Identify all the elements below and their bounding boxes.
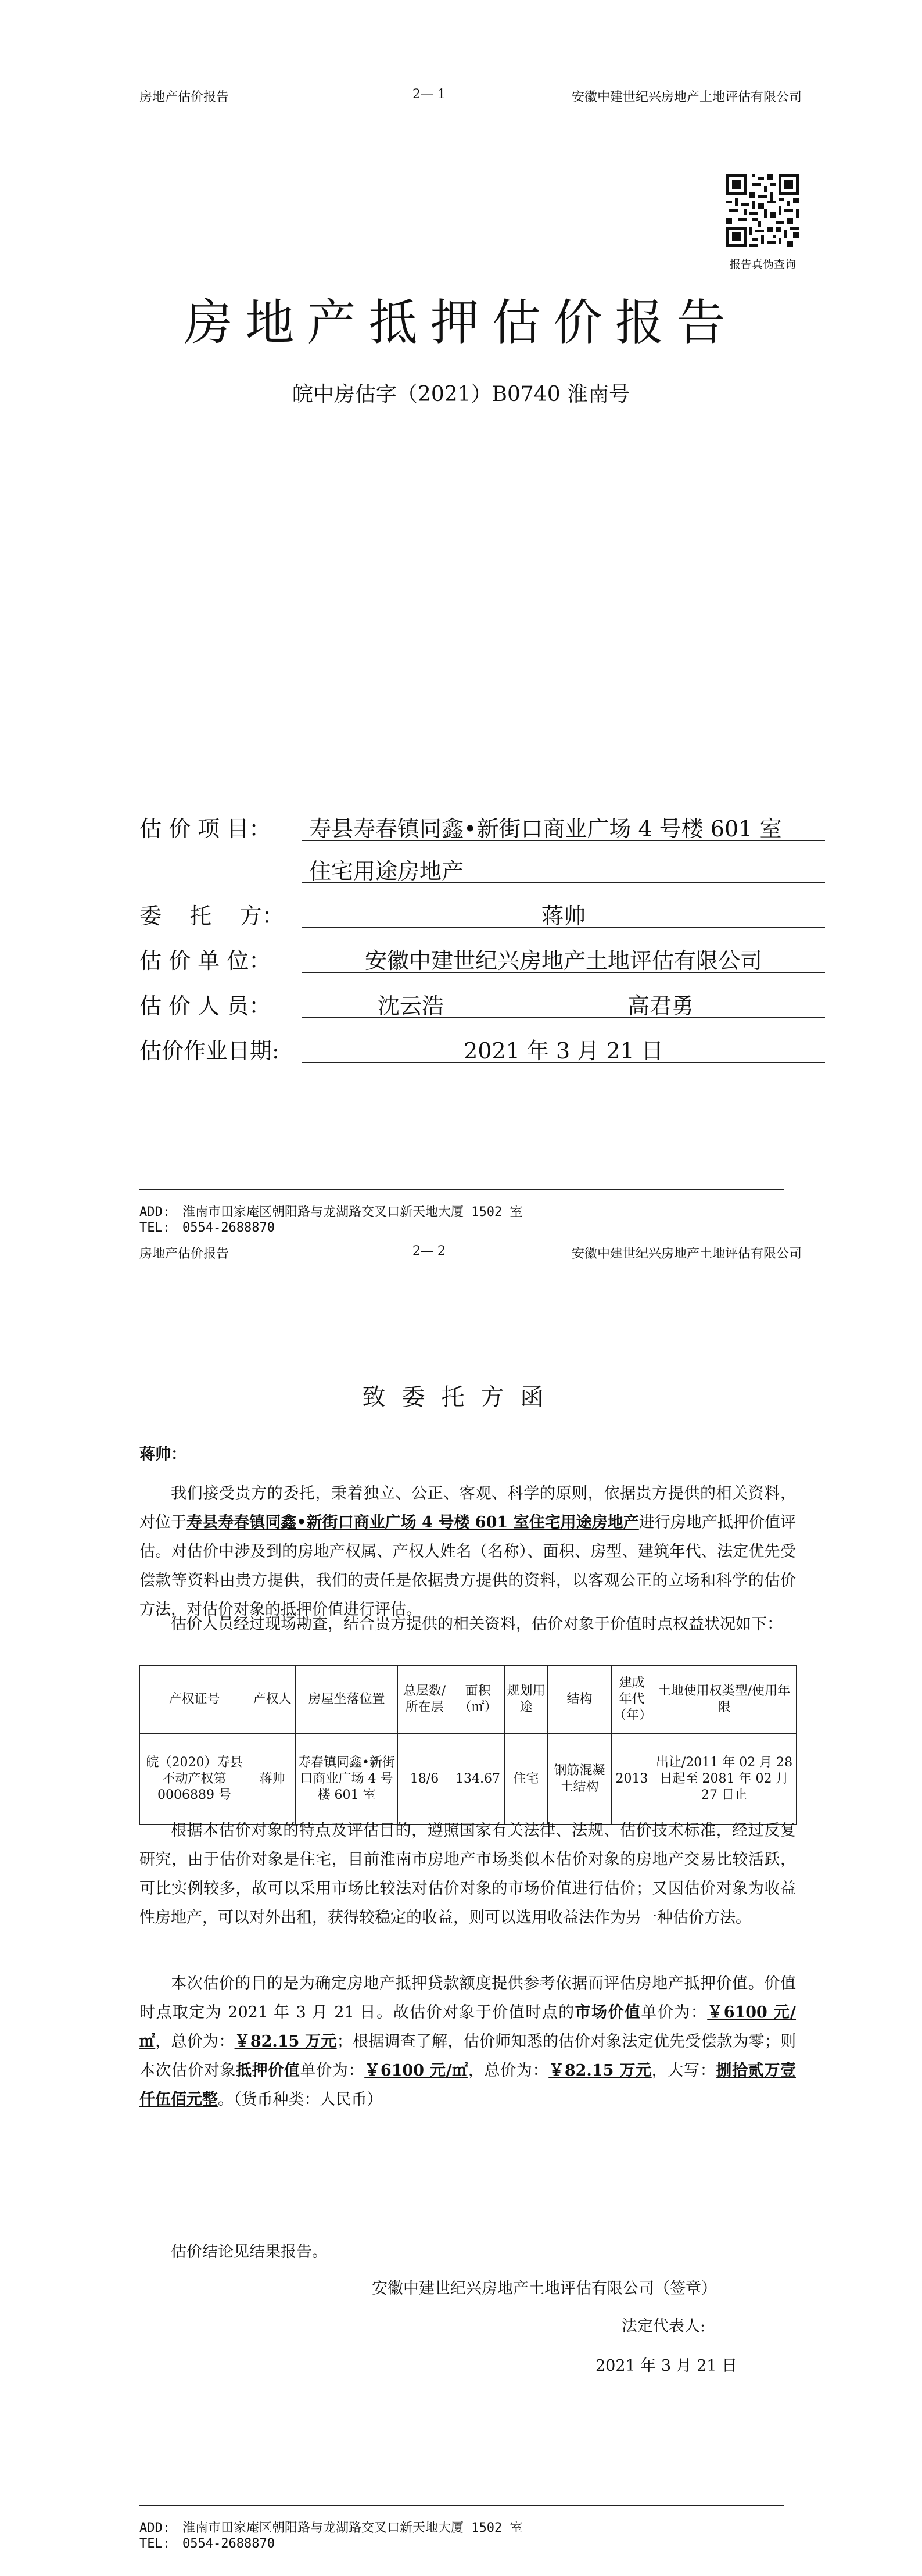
footer-address: ADD: 淮南市田家庵区朝阳路与龙湖路交叉口新天地大厦 1502 室 bbox=[139, 1205, 523, 1219]
paragraph-2: 估价人员经过现场勘查，结合贵方提供的相关资料，估价对象于价值时点权益状况如下： bbox=[171, 1615, 783, 1633]
header-page-number: 2— 2 bbox=[412, 1244, 446, 1258]
table-cell: 蒋帅 bbox=[249, 1734, 296, 1825]
header-company: 安徽中建世纪兴房地产土地评估有限公司 bbox=[571, 1247, 802, 1261]
persons-value bbox=[302, 988, 825, 1018]
appraiser-org-label: 估 价 单 位： bbox=[139, 948, 271, 974]
table-cell: 寿春镇同鑫•新街口商业广场 4 号楼 601 室 bbox=[296, 1734, 398, 1825]
footer-tel: TEL: 0554-2688870 bbox=[139, 2536, 275, 2551]
market-unit-price: ￥6100 元/㎡ bbox=[139, 2003, 797, 2051]
project-value-line1: 寿县寿春镇同鑫•新街口商业广场 4 号楼 601 室 bbox=[302, 811, 825, 841]
report-title: 房地产抵押估价报告 bbox=[184, 294, 738, 351]
table-cell: 18/6 bbox=[398, 1734, 451, 1825]
property-location: 寿县寿春镇同鑫•新街口商业广场 4 号楼 601 室住宅用途房地产 bbox=[186, 1514, 639, 1532]
column-header: 结构 bbox=[548, 1666, 612, 1734]
table-cell: 住宅 bbox=[505, 1734, 548, 1825]
table-header-row bbox=[140, 1666, 797, 1734]
date-label: 估价作业日期: bbox=[139, 1038, 279, 1064]
qr-code[interactable] bbox=[726, 174, 799, 247]
company-signature: 安徽中建世纪兴房地产土地评估有限公司（签章） bbox=[372, 2280, 717, 2298]
header-doc-type: 房地产估价报告 bbox=[139, 90, 229, 105]
property-rights-table bbox=[139, 1665, 797, 1825]
amount-in-words: 捌拾贰万壹仟伍佰元整 bbox=[139, 2062, 796, 2109]
column-header: 产权人 bbox=[249, 1666, 296, 1734]
paragraph-3: 根据本估价对象的特点及评估目的，遵照国家有关法律、法规、估价技术标准，经过反复研究，由于估价对象是住宅，目前淮南市房地产市场类似本估价对象的房地产交易比较活跃，可比实例较多，故可以采用市场比较法对估价对象的市场价值进行估价；又因估价对象为收益性房地产，可以对外出租，获得较稳定的收益，则可以选用收益法作为另一种估价方法。 bbox=[139, 1822, 796, 1927]
footer-tel: TEL: 0554-2688870 bbox=[139, 1221, 275, 1235]
column-header: 建成年代（年） bbox=[612, 1666, 652, 1734]
paragraph-5: 估价结论见结果报告。 bbox=[171, 2243, 328, 2261]
header-doc-type: 房地产估价报告 bbox=[139, 1247, 229, 1261]
column-header: 总层数/所在层 bbox=[398, 1666, 451, 1734]
table-cell: 134.67 bbox=[451, 1734, 505, 1825]
footer-address: ADD: 淮南市田家庵区朝阳路与龙湖路交叉口新天地大厦 1502 室 bbox=[139, 2521, 523, 2535]
header-company: 安徽中建世纪兴房地产土地评估有限公司 bbox=[571, 90, 802, 105]
letter-date: 2021 年 3 月 21 日 bbox=[595, 2357, 738, 2375]
column-header: 土地使用权类型/使用年限 bbox=[652, 1666, 797, 1734]
appraiser-org-value: 安徽中建世纪兴房地产土地评估有限公司 bbox=[302, 943, 825, 973]
letter-title: 致委托方函 bbox=[362, 1384, 560, 1411]
table-row bbox=[140, 1734, 797, 1825]
client-value: 蒋帅 bbox=[302, 898, 825, 928]
column-header: 面积（㎡） bbox=[451, 1666, 505, 1734]
footer-divider bbox=[139, 2505, 784, 2506]
market-value-term: 市场价值 bbox=[575, 2003, 641, 2022]
paragraph-4: 本次估价的目的是为确定房地产抵押贷款额度提供参考依据而评估房地产抵押价值。价值时点取定为 2021 年 3 月 21 日。故估价对象于价值时点的市场价值单价为：￥6100 元/㎡，总价为：￥82.15 万元；根据调查了解，估价师知悉的估价对象法定优先受偿款为零；则本次估价对象抵押价值单价为：￥6100 元/㎡，总价为：￥82.15 万元，大写：捌拾贰万壹仟伍佰元整。（货币种类：人民币） bbox=[139, 1974, 797, 2109]
persons-label: 估 价 人 员： bbox=[139, 993, 271, 1019]
mortgage-value-term: 抵押价值 bbox=[235, 2062, 300, 2080]
paragraph-1: 我们接受贵方的委托，秉着独立、公正、客观、科学的原则，依据贵方提供的相关资料，对位于寿县寿春镇同鑫•新街口商业广场 4 号楼 601 室住宅用途房地产进行房地产抵押价值评估。对估价中涉及到的房地产权属、产权人姓名（名称）、面积、房型、建筑年代、法定优先受偿款等资料由贵方提供，我们的责任是依据贵方提供的资料，以客观公正的立场和科学的估价方法，对估价对象的抵押价值进行评估。 bbox=[139, 1484, 796, 1619]
salutation: 蒋帅： bbox=[139, 1446, 186, 1464]
header-page-number: 2— 1 bbox=[412, 87, 446, 102]
market-total-price: ￥82.15 万元 bbox=[234, 2033, 337, 2051]
table-cell: 出让/2011 年 02 月 28 日起至 2081 年 02 月 27 日止 bbox=[652, 1734, 797, 1825]
project-label: 估 价 项 目： bbox=[139, 816, 271, 842]
column-header: 产权证号 bbox=[140, 1666, 249, 1734]
table-cell: 2013 bbox=[612, 1734, 652, 1825]
mortgage-unit-price: ￥6100 元/㎡ bbox=[364, 2062, 468, 2080]
client-label: 委 托 方： bbox=[139, 903, 284, 929]
table-cell: 皖（2020）寿县不动产权第 0006889 号 bbox=[140, 1734, 249, 1825]
column-header: 房屋坐落位置 bbox=[296, 1666, 398, 1734]
legal-representative: 法定代表人: bbox=[622, 2317, 706, 2335]
appraiser-name-2: 高君勇 bbox=[627, 993, 694, 1019]
document-number: 皖中房估字（2021）B0740 淮南号 bbox=[292, 382, 630, 406]
project-value-line2: 住宅用途房地产 bbox=[302, 853, 825, 883]
table-cell: 钢筋混凝土结构 bbox=[548, 1734, 612, 1825]
column-header: 规划用途 bbox=[505, 1666, 548, 1734]
appraiser-name-1: 沈云浩 bbox=[378, 993, 444, 1019]
mortgage-total-price: ￥82.15 万元 bbox=[548, 2062, 652, 2080]
qr-caption: 报告真伪查询 bbox=[729, 258, 796, 271]
footer-divider bbox=[139, 1189, 784, 1190]
date-value: 2021 年 3 月 21 日 bbox=[302, 1033, 825, 1063]
